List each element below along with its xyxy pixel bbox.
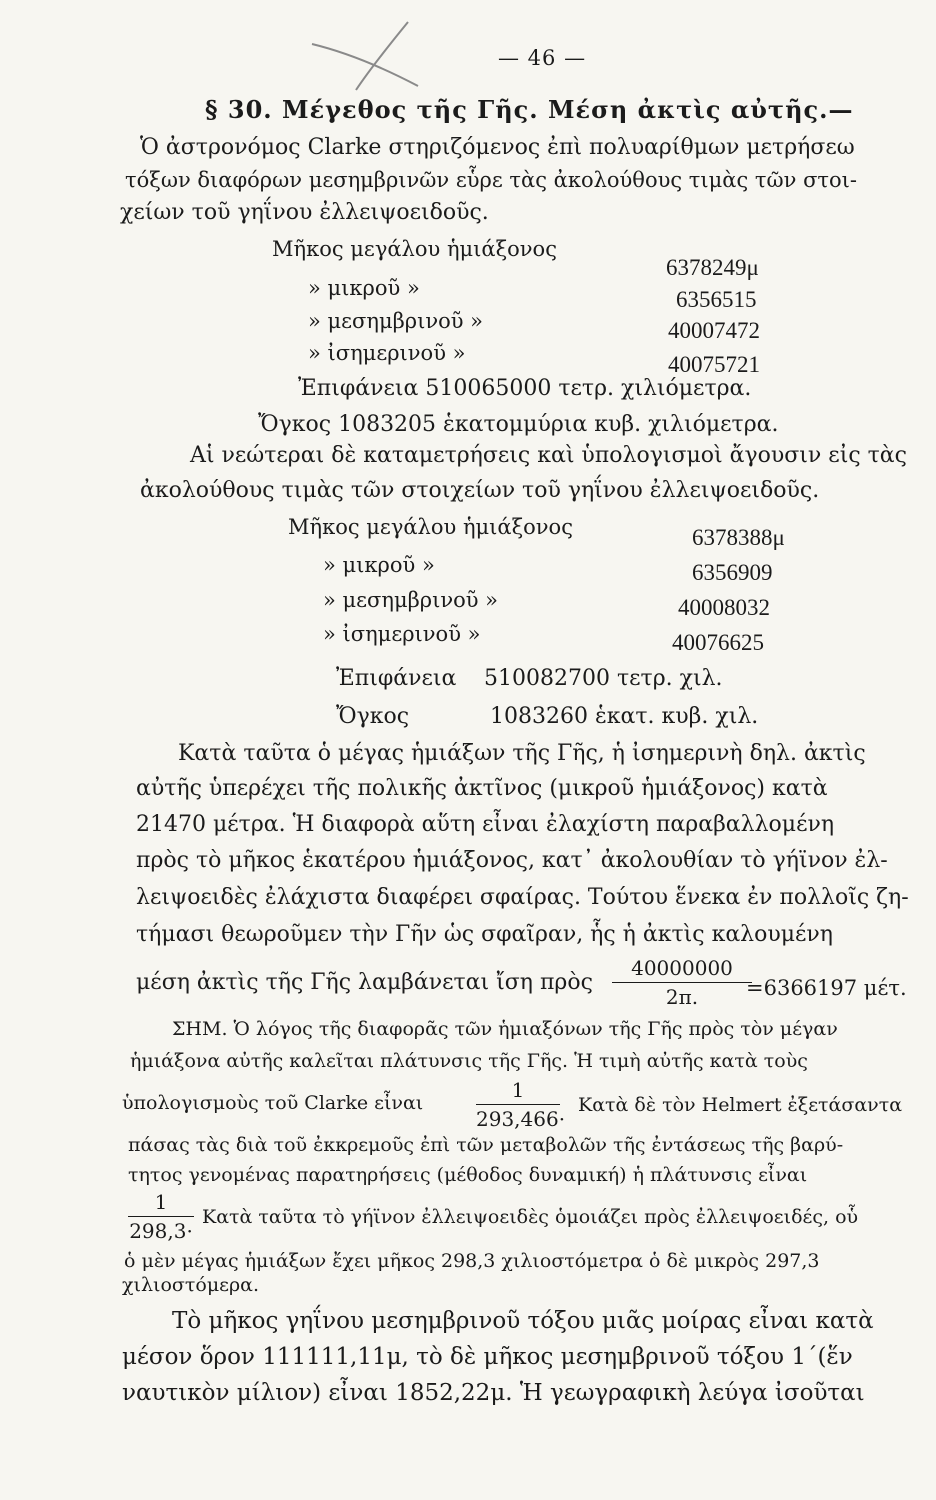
section-heading: § 30. Μέγεθος τῆς Γῆς. Μέση ἀκτὶς αὐτῆς.— <box>205 95 854 124</box>
mean-radius-fraction <box>612 956 752 1009</box>
table1-value: 40007472 <box>668 318 760 343</box>
note-line: χιλιοστόμερα. <box>122 1274 260 1296</box>
note-line: Κατὰ δὲ τὸν Helmert ἐξετάσαντα <box>578 1094 903 1116</box>
note-line: τητος γενομένας παρατηρήσεις (μέθοδος δυναμική) ἡ πλάτυνσις εἶναι <box>128 1164 808 1186</box>
fraction-bar <box>476 1104 560 1105</box>
intro-line: τόξων διαφόρων μεσημβρινῶν εὗρε τὰς ἀκολούθους τιμὰς τῶν στοι- <box>125 168 858 192</box>
table2-label: » ἰσημερινοῦ » <box>323 622 481 646</box>
fraction-numerator: 1 <box>154 1190 168 1214</box>
pencil-cross-mark <box>300 14 430 94</box>
para3-line: αὐτῆς ὑπερέχει τῆς πολικῆς ἀκτῖνος (μικροῦ ἡμιάξονος) κατὰ <box>136 776 828 801</box>
table2-label: » μικροῦ » <box>323 553 435 577</box>
table2-value: 40008032 <box>678 595 770 620</box>
para3-line: τήμασι θεωροῦμεν τὴν Γῆν ὡς σφαῖραν, ἧς ἡ ἀκτὶς καλουμένη <box>136 922 833 947</box>
para2-line: ἀκολούθους τιμὰς τῶν στοιχείων τοῦ γηΐνου ἐλλειψοειδοῦς. <box>140 478 820 503</box>
table2-value: 6378388μ <box>692 525 785 550</box>
intro-line: Ὁ ἀστρονόμος Clarke στηριζόμενος ἐπὶ πολυαρίθμων μετρήσεω <box>140 135 855 160</box>
table2-value: 40076625 <box>672 630 764 655</box>
fraction-numerator: 1 <box>511 1078 525 1102</box>
mean-radius-result: =6366197 μέτ. <box>746 976 907 1000</box>
fraction-bar <box>128 1216 194 1217</box>
table1-label: » ἰσημερινοῦ » <box>308 341 466 365</box>
surface-line-1: Ἐπιφάνεια 510065000 τετρ. χιλιόμετρα. <box>298 376 752 401</box>
helmert-flattening-fraction <box>128 1190 194 1243</box>
table1-value: 6378249μ <box>666 255 759 280</box>
page-number: — 46 — <box>498 46 587 70</box>
note-line: ὑπολογισμοὺς τοῦ Clarke εἶναι <box>122 1092 424 1114</box>
para3-line: 21470 μέτρα. Ἡ διαφορὰ αὕτη εἶναι ἐλαχίστη παραβαλλομένη <box>136 812 835 837</box>
note-line: ὁ μὲν μέγας ἡμιάξων ἔχει μῆκος 298,3 χιλιοστόμετρα ὁ δὲ μικρὸς 297,3 <box>124 1250 820 1272</box>
surface-value-2: 510082700 τετρ. χιλ. <box>484 666 723 691</box>
para4-line: Τὸ μῆκος γηΐνου μεσημβρινοῦ τόξου μιᾶς μοίρας εἶναι κατὰ <box>172 1308 874 1334</box>
para3-line: πρὸς τὸ μῆκος ἑκατέρου ἡμιάξονος, κατ᾿ ἀκολουθίαν τὸ γήϊνον ἐλ- <box>136 848 888 873</box>
clarke-flattening-fraction <box>476 1078 566 1131</box>
table1-value: 40075721 <box>668 352 760 377</box>
volume-label-2: Ὄγκος <box>336 704 410 729</box>
note-line: ΣΗΜ. Ὁ λόγος τῆς διαφορᾶς τῶν ἡμιαξόνων τῆς Γῆς πρὸς τὸν μέγαν <box>172 1018 838 1040</box>
table1-label: » μεσημβρινοῦ » <box>308 309 484 333</box>
fraction-denominator: 298,3· <box>129 1219 193 1243</box>
note-line: ἡμιάξονα αὐτῆς καλεῖται πλάτυνσις τῆς Γῆς. Ἡ τιμὴ αὐτῆς κατὰ τοὺς <box>130 1050 808 1072</box>
table2-label: Μῆκος μεγάλου ἡμιάξονος <box>288 515 573 539</box>
volume-line-1: Ὄγκος 1083205 ἑκατομμύρια κυβ. χιλιόμετρα. <box>258 412 779 437</box>
para2-line: Αἱ νεώτεραι δὲ καταμετρήσεις καὶ ὑπολογισμοὶ ἄγουσιν εἰς τὰς <box>190 443 907 468</box>
volume-value-2: 1083260 ἑκατ. κυβ. χιλ. <box>490 704 759 729</box>
table1-value: 6356515 <box>676 287 757 312</box>
mean-radius-prefix: μέση ἀκτὶς τῆς Γῆς λαμβάνεται ἴση πρὸς <box>136 970 593 995</box>
note-line: πάσας τὰς διὰ τοῦ ἐκκρεμοῦς ἐπὶ τῶν μεταβολῶν τῆς ἐντάσεως τῆς βαρύ- <box>128 1134 844 1156</box>
note-line: Κατὰ ταῦτα τὸ γήϊνον ἐλλειψοειδὲς ὁμοιάζει πρὸς ἐλλειψοειδές, οὗ <box>202 1206 859 1228</box>
fraction-bar <box>612 982 752 983</box>
para3-line: λειψοειδὲς ἐλάχιστα διαφέρει σφαίρας. Τούτου ἕνεκα ἐν πολλοῖς ζη- <box>136 885 909 910</box>
fraction-denominator: 2π. <box>665 985 699 1009</box>
surface-label-2: Ἐπιφάνεια <box>336 666 457 691</box>
fraction-numerator: 40000000 <box>631 956 733 980</box>
table1-label: » μικροῦ » <box>308 276 420 300</box>
table1-label: Μῆκος μεγάλου ἡμιάξονος <box>272 237 557 261</box>
fraction-denominator: 293,466· <box>476 1107 566 1131</box>
intro-line: χείων τοῦ γηΐνου ἐλλειψοειδοῦς. <box>120 200 489 225</box>
para4-line: μέσον ὅρον 111111,11μ, τὸ δὲ μῆκος μεσημβρινοῦ τόξου 1΄(ἕν <box>122 1344 853 1370</box>
table2-label: » μεσημβρινοῦ » <box>323 588 499 612</box>
para3-line: Κατὰ ταῦτα ὁ μέγας ἡμιάξων τῆς Γῆς, ἡ ἰσημερινὴ δηλ. ἀκτὶς <box>178 741 866 766</box>
table2-value: 6356909 <box>692 560 773 585</box>
para4-line: ναυτικὸν μίλιον) εἶναι 1852,22μ. Ἡ γεωγραφικὴ λεύγα ἰσοῦται <box>122 1380 865 1406</box>
